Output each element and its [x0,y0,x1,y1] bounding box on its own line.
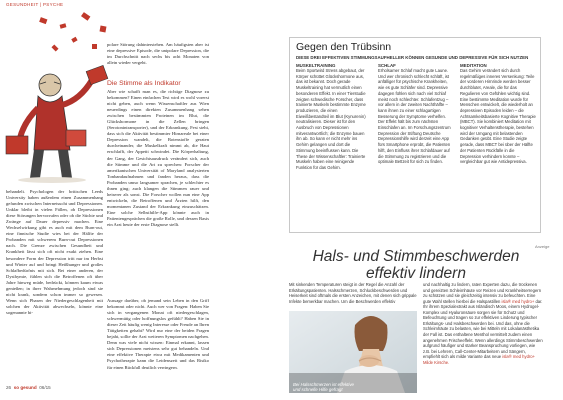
column-text: polare Störung dahinterstehen. Am häufigsten aber ist eine depressive Episode, die unipolare Depression, die im Durchschnitt nach sechs bis acht Monaten von allein wieder vergeht. [107,42,209,66]
section-label: GESUNDHEIT | PSYCHE [6,2,64,7]
box-column [378,63,452,165]
ad-text-part: dar. [535,298,543,304]
column-body: Beim Sportwird Stress abgebaut, der Körper schüttet Glückshormone aus, das ist bekannt. Doch gerade Muskeltraining hat vermutlich einen besonderen Effekt. In einer Tierstudie zeigten schwedische Forscher, dass trainierte Muskeln bestimmte Enzyme produzieren, die einen Eiweißbestandteil im Blut (Kynurenin) neutralisieren. Dieser ist für den Ausbruch von Depressionen mitverantwortlich; die Enzyme bauen ihn ab. So kann er nicht mehr ins Gehirn gelangen und dort die Stimmung beeinflussen kann. Die These der Wissenschaftler: Trainierte Muskeln haben eine reinigende Funktion für das Gehirn. [296,68,366,170]
column-text: behandelt. Psychologen der britischen Leeds University haben außerdem einen Zusammenhang gefunden zwischen Internetsucht und Depressionen. Unklar bleibt in vielen Fällen, ob Depressionen diese Störungen hervorrufen oder ob die Süchte und Zwänge auf Dauer depressiv machen. Eine Wechselwirkung gibt es auch mit dem Burn-out, eine finnische Studie wies bei der Hälfte der Probanden mit schwerem Burn-out Depressionen nach. Die Grenze zwischen Gesundheit und Krankheit lässt sich oft nicht exakt ziehen. Eine besondere Form der Depression tritt nur im Herbst und Winter auf und bringt Heißhunger und großes Schlafbedürfnis mit sich. Bei einer anderen, der Dysthymie, fühlen sich die Betroffenen oft über Jahre hinweg müde, bedrückt, können kaum etwas genießen; in ihrer Wahrnehmung jedoch sind sie nicht krank, sondern schon immer so gewesen. Wenn sich Phasen der Niedergeschlagenheit mit solchen der Aktivität abwechseln, könnte eine sogenannte bi- [6,189,103,315]
ad-column [423,282,543,304]
column-body: Erholsamer Schlaf macht gute Laune. Und wer chronisch schlecht schläft, ist anfälliger für psychische Krankheiten, wie es gute Schläfer sind. Depressive dagegen fühlen sich nach viel Schlaf meist noch schlechter. Schlafentzug – vor allem in der zweiten Nachthälfte – kann ihnen zu einer schlagartigen Besserung der Symptome verhelfen. Der Effekt hält bis zum nächsten Einschlafen an. Im Forschungszentrum Depression der Stiftung Deutsche Depressionshilfe wird derzeit eine App fürs Smartphone erprobt, die Patienten hilft, den Einfluss ihrer Schlafdauer auf die Stimmung zu registrieren und die optimale Bettzeit für sich zu finden. [378,68,451,165]
subheading: Die Stimme als Indikator [107,80,181,87]
box-column [460,63,536,165]
ad-text-part: und nachhaltig zu lindern, raten Experten dazu, die trockenen und gereizten Schleimhäute vor Reizen und Krankheitserregern zu schützen und sie gleichzeitig intensiv zu befeuchten. Eine gute Wahl stellen hierbei die Halspastillen [423,282,542,304]
issue-number: 06/15 [39,385,51,390]
product-name: isla® med hydro+ Milde Kirsche. [423,354,536,365]
box-title: Gegen den Trübsinn [296,41,392,53]
magazine-name: so gesund [13,385,37,390]
ad-headline-line: effektiv lindern [366,265,466,282]
box-column [296,63,370,171]
ad-text-part: Ihr ihrem Spezialextrakt aus Isländisch Moos, einem Hydrogel-Komplex und Hyaluronsäure sorgen sie für Schutz und Befeuchtung und tragen so zur effektiven Linderung typischer Erkältungs- und Halsbeschwerden bei. Und das, ohne die Schleimhäute zu belasten, wie bei Mitteln mit Lokalanästhetika der Fall ist. Das enthaltene Menthol vermittelt zudem einen angenehmen Frischeeffekt. Wenn allerdings Stimmbeschwerden aufgrund häufiger und starker Beanspruchung vorliegen, wie z.B. bei Lehrern, Call-Center-Mitarbeitern und Sängern, empfiehlt sich als milde Variante das neue [423,304,543,360]
column-heading: MUSKELTRAINING [296,63,336,68]
ad-label: Anzeige [535,244,550,249]
ad-headline-line: Hals- und Stimmbeschwerden [312,248,520,265]
ad-text: Mit sinkenden Temperaturen steigt in der Regel die Anzahl der Erkältungspatienten. Halsschmerzen, Schluckbeschwerden und Heiserkeit sind oftmals die ersten Anzeichen, mit denen sich grippale Infekte bemerkbar machen. Um die Beschwerden effektiv [289,282,417,304]
column-body: Das Gehirn verändert sich durch regelmäßiges inneres Versenkung: Teile der vorderen Hirnrinde werden besser durchblutet, Areale, die für das Regulieren von Gefühlen wichtig sind. Eine bestimmte Meditation wurde für Menschen entwickelt, die wiederholt an depressiven Episoden leiden – die Achtsamkeitsbasierte Kognitive Therapie (MBCT). Sie kombiniert Meditation mit kognitiver Verhaltenstherapie, bestehen wird der Umgang mit belastenden Gedanken geübt. Eine Studie zeigte gerade, dass MBCT bei über der Hälfte der Patienten Rückfälle in die Depression verhindern konnte – vergleichbar gut wie Antidepressiva. [460,68,536,165]
page-footer [6,385,51,390]
product-name: isla® med hydro+ [501,298,535,304]
ad-column [289,282,417,304]
column-text: Aussage darüber, ob jemand sein Leben in den Griff bekommt oder nicht. Auch wer von Fragen: Haben Sie sich in vergangenen Monat oft niedergeschlagen, schwermütig oder hoffnungslos gefühlt? Haben Sie in dieser Zeit häufig wenig Interesse oder Freude an Ihren Tätigkeiten gehabt? Wird nur eine der beiden Fragen bejaht, sollte der Arzt weiteren Symptomen nachgehen. Denn was viele nicht wissen: Einmal erkannt, lassen sich Depressionen meistens sehr gut behandeln. Und eine effektive Therapie etwa mit Medikamenten und Psychotherapie kann die Leidenszeit und das Risiko für einen Rückfall deutlich verringern. [107,298,209,370]
page-number: 26 [6,385,12,390]
column-heading: MEDITATION [460,63,487,68]
ad-text [423,282,543,304]
photo-caption: Bei Halsschmerzen ist effektive und schnelle Hilfe gefragt [293,382,355,393]
ad-column [423,304,543,366]
ad-photo [289,311,417,393]
column-text: Aber wie schafft man es, die richtige Diagnose zu bekommen? Einen einfachen Test wird es wohl vorerst nicht geben, auch wenn Wissenschaftler aus Wien neuerdings einen direkten Zusammenhang sehen zwischen bestimmten Proteinen im Blut, die Glückshormone in die Zellen bringen (Serotonintransporter), und der Erkrankung. Fest steht, dass sich die Aktivität bestimmter Hirnareale bei einer Depression wandelt, die Botenstoffe geraten durcheinander, die Muskelkraft nimmt ab, die Haut erschlafft, der Appetit schwindet. Die Körperhaltung, der Gang, der Gesichtsausdruck verändert sich, auch die Stimme und die Art zu sprechen: Forscher der amerikanischen Universität of Maryland analysierten Tonbandaufnahmen und fanden heraus, dass die Probanden umso langsamer sprachen, je schlechter es ihnen ging; auch klangen die Stimmen rauer und heiserer als sonst. Die Forscher wollen nun eine App entwickeln, die Betroffenen und Ärzten hilft, den momentanen Zustand der Erkrankung einzuschätzen. Eine solche Selbsthilfe-App könnte auch in Patientengesprächen die große Rolle, und dessen Basis ein Arzt heute der erste Diagnose stellt. [107,89,209,228]
column-heading: SCHLAF [378,63,396,68]
ad-headline [289,248,543,282]
ad-text [423,304,543,366]
box-subtitle: DIESE DREI EFFEKTIVEN STIMMUNGSAUFHELLER KÖNNEN GESUNDE UND DEPRESSIVE FÜR SICH NUTZEN [296,55,529,60]
